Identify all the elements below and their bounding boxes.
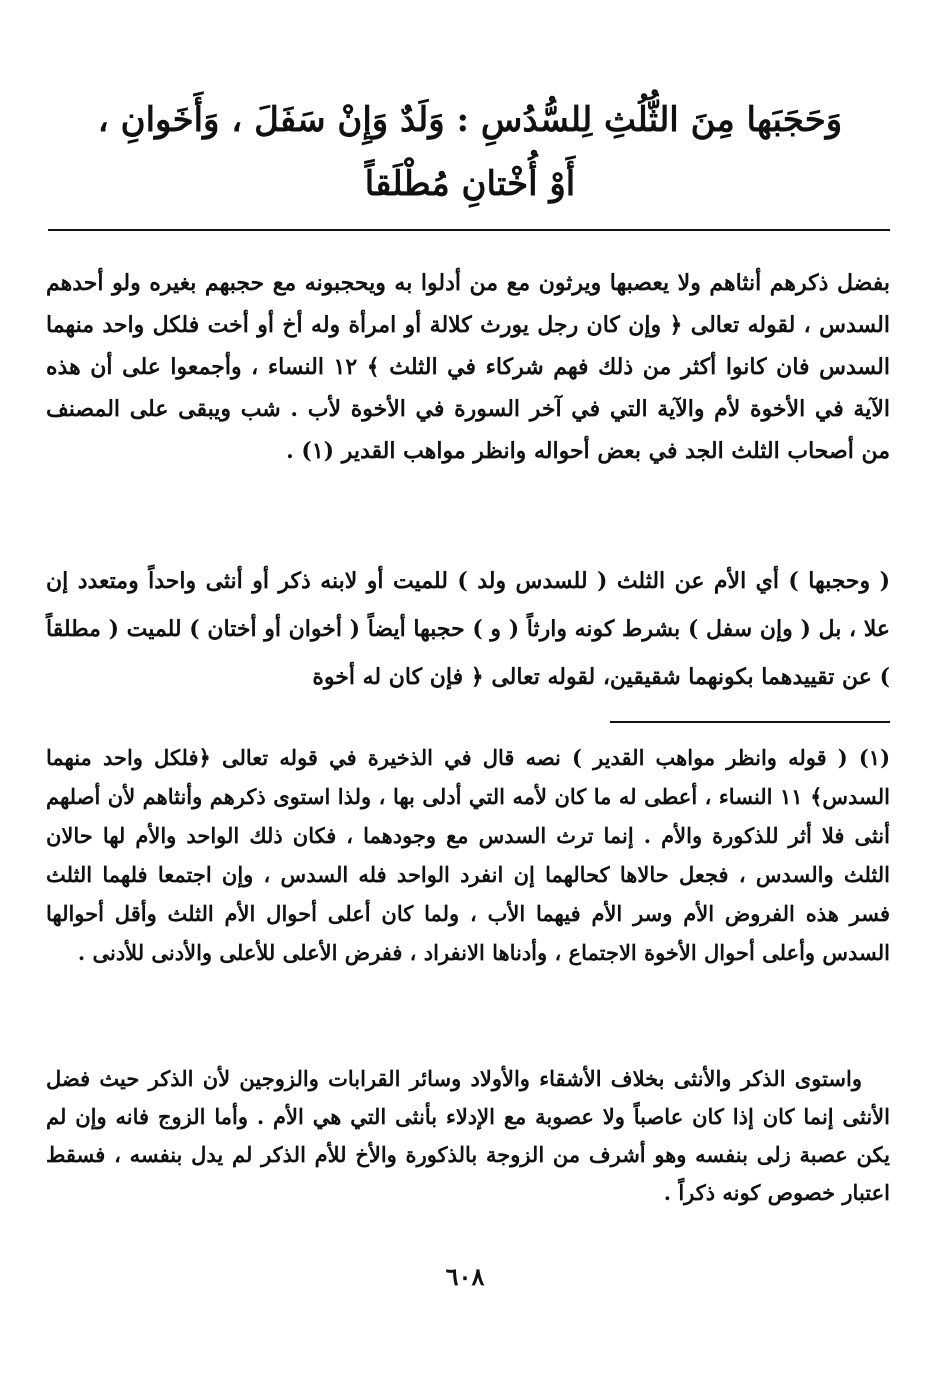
header-divider bbox=[48, 229, 890, 231]
footnote-divider bbox=[610, 721, 890, 723]
footnote-paragraph-2: واستوى الذكر والأنثى بخلاف الأشقاء والأولاد وسائر القرابات والزوجين لأن الذكر حيث فضل الأنثى إنما كان إذا كان عاصباً ولا عصوبة مع الإدلاء بأنثى التي هي الأم . وأما الزوج فانه وإن لم يكن عصبة زلى بنفسه وهو أشرف من الزوجة بالذكورة والأخ للأم الذكر لم يدل بنفسه ، فسقط اعتبار خصوص كونه ذكراً . bbox=[46, 1066, 890, 1205]
matn-text: وَحَجَبَها مِنَ الثُّلُثِ لِلسُّدُسِ : وَلَدٌ وَإِنْ سَفَلَ ، وَأَخَوانِ ، أَوْ أُخْتانِ مُطْلَقاً bbox=[97, 100, 843, 204]
commentary-paragraph-1: بفضل ذكرهم أنثاهم ولا يعصبها ويرثون مع من أدلوا به ويحجبونه مع حجبهم بغيره ولو أحدهم السدس ، لقوله تعالى ﴿ وإن كان رجل يورث كلالة أو امرأة وله أخ أو أخت فلكل واحد منهما السدس فان كانوا أكثر من ذلك فهم شركاء في الثلث ﴾ ١٢ النساء ، وأجمعوا على أن هذه الآية في الأخوة لأم والآية التي في آخر السورة في الأخوة لأب . شب ويبقى على المصنف من أصحاب الثلث الجد في بعض أحواله وانظر مواهب القدير (١) . bbox=[46, 270, 890, 464]
commentary-paragraph-2: ( وحجبها ) أي الأم عن الثلث ( للسدس ولد ) للميت أو لابنه ذكر أو أنثى واحداً ومتعدد إن علا ، بل ( وإن سفل ) بشرط كونه وارثاً ( و ) حجبها أيضاً ( أخوان أو أختان ) للميت ( مطلقاً ) عن تقييدهما بكونهما شقيقين، لقوله تعالى ﴿ فإن كان له أخوة bbox=[46, 568, 891, 690]
footnote-paragraph-1: (١) ( قوله وانظر مواهب القدير ) نصه قال في الذخيرة في قوله تعالى ﴿فلكل واحد منهما السدس﴾ ١١ النساء ، أعطى له ما كان لأمه التي أدلى بها ، ولذا استوى ذكرهم وأنثاهم لأن أصلهم أنثى فلا أثر للذكورة والأم . إنما ترث السدس مع وجودهما ، فكان ذلك الواحد والأم لها حالان الثلث والسدس ، فجعل حالاها كحالهما إن انفرد الواحد فله السدس ، وإن اجتمعا فلهما الثلث فسر هذه الفروض الأم وسر الأم فيهما الأب ، ولما كان أعلى أحوال الأم الثلث وأقل أحوالها السدس وأعلى أحوال الأخوة الاجتماع ، وأدناها الانفراد ، ففرض الأعلى للأعلى والأدنى للأدنى . bbox=[46, 745, 890, 965]
page-number: ٦٠٨ bbox=[445, 1262, 485, 1291]
